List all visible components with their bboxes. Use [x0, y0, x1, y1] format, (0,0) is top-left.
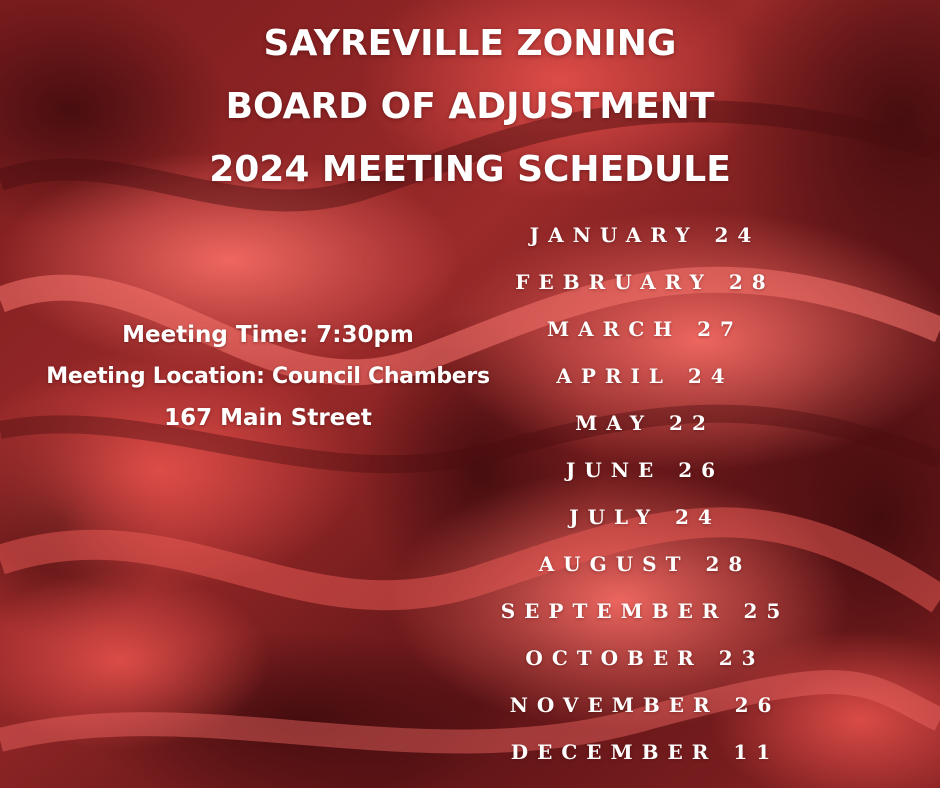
meeting-date: JANUARY 24	[529, 223, 761, 247]
meeting-address: 167 Main Street	[164, 405, 372, 431]
meeting-date: SEPTEMBER 25	[500, 599, 790, 623]
title-line-3: 2024 MEETING SCHEDULE	[209, 149, 731, 190]
meeting-date: JUNE 26	[565, 458, 725, 482]
meeting-date: FEBRUARY 28	[515, 270, 775, 294]
title-line-2: BOARD OF ADJUSTMENT	[225, 86, 715, 127]
meeting-date: JULY 24	[569, 505, 721, 529]
meeting-time: Meeting Time: 7:30pm	[122, 322, 414, 348]
meeting-date: MAY 22	[575, 411, 715, 435]
meeting-date: MARCH 27	[547, 317, 743, 341]
meeting-date: APRIL 24	[556, 364, 734, 388]
title-line-1: SAYREVILLE ZONING	[263, 23, 677, 64]
meeting-date: NOVEMBER 26	[509, 693, 781, 717]
meeting-location: Meeting Location: Council Chambers	[46, 364, 490, 389]
meeting-date: AUGUST 28	[538, 552, 752, 576]
meeting-dates-list	[480, 220, 810, 784]
meeting-date: DECEMBER 11	[510, 740, 780, 764]
meeting-date: OCTOBER 23	[525, 646, 765, 670]
